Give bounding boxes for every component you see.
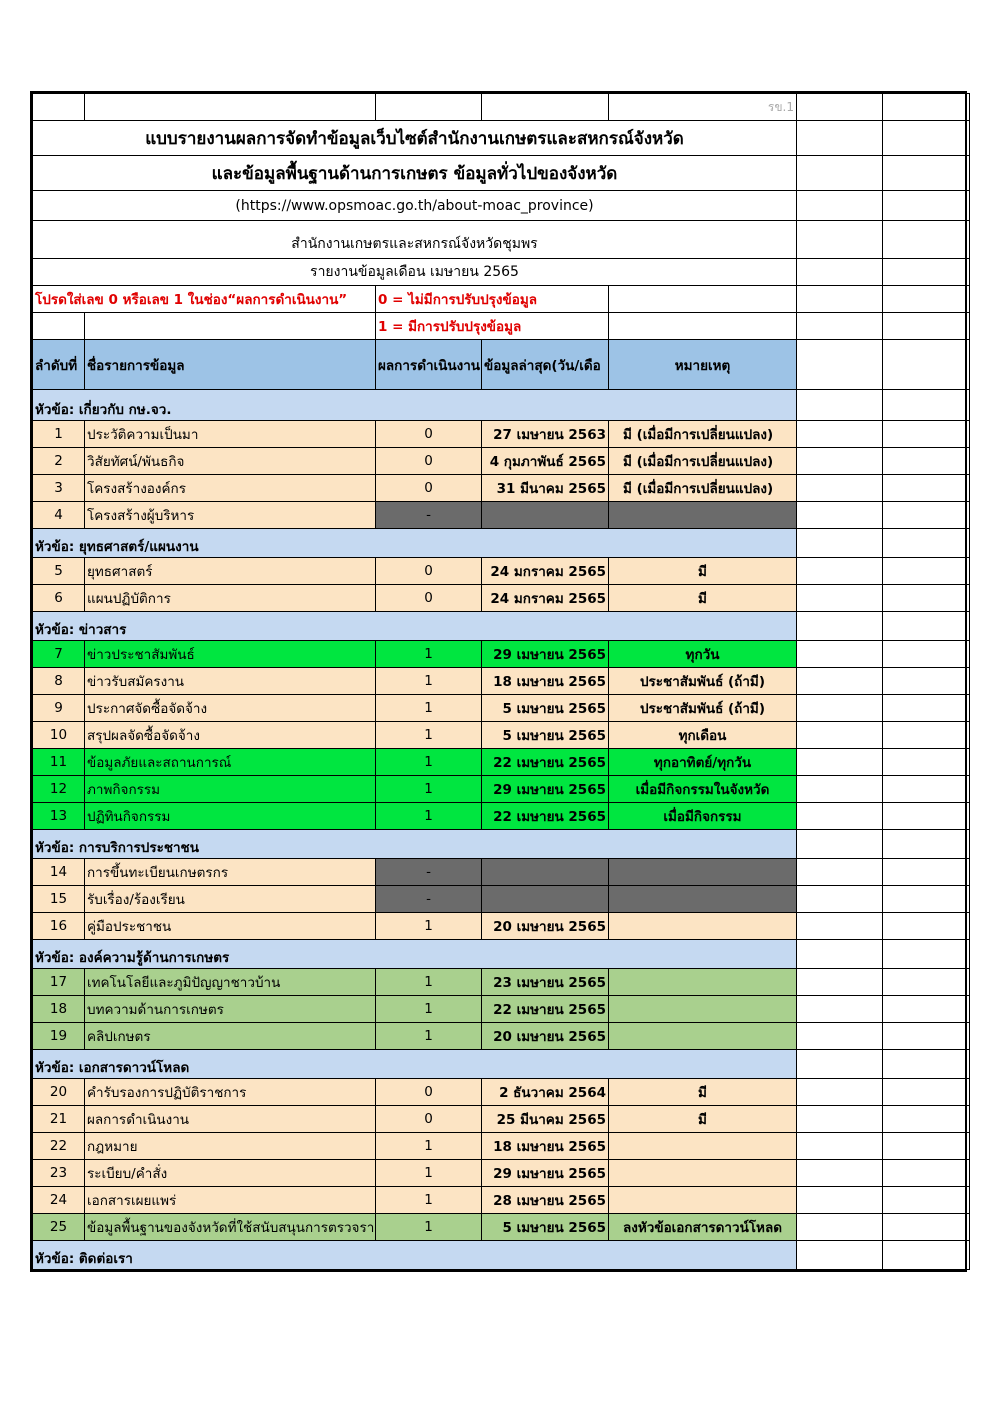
note-text: [609, 996, 797, 1023]
latest-date: 24 มกราคม 2565: [482, 558, 609, 585]
item-name: ประกาศจัดซื้อจัดจ้าง: [85, 695, 376, 722]
section-row: [33, 1241, 970, 1270]
row-number: 24: [33, 1187, 85, 1214]
item-name: คลิปเกษตร: [85, 1023, 376, 1050]
row-number: 10: [33, 722, 85, 749]
note-text: เมื่อมีกิจกรรม: [609, 803, 797, 830]
note-text: [609, 1133, 797, 1160]
office-row: [33, 221, 970, 259]
item-name: ข้อมูลพื้นฐานของจังหวัดที่ใช้สนับสนุนการตรวจรา: [85, 1214, 376, 1241]
row-number: 1: [33, 421, 85, 448]
item-name: ประวัติความเป็นมา: [85, 421, 376, 448]
row-number: 12: [33, 776, 85, 803]
note-text: มี: [609, 1106, 797, 1133]
result-value: 1: [376, 722, 482, 749]
instruction-row: [33, 286, 970, 313]
row-number: 22: [33, 1133, 85, 1160]
table-row: [33, 585, 970, 612]
row-number: 18: [33, 996, 85, 1023]
result-value: 1: [376, 969, 482, 996]
legend-row: [33, 313, 970, 340]
row-number: 21: [33, 1106, 85, 1133]
item-name: การขึ้นทะเบียนเกษตรกร: [85, 859, 376, 886]
row-number: 20: [33, 1079, 85, 1106]
table-row: [33, 913, 970, 940]
report-url: (https://www.opsmoac.go.th/about-moac_province): [33, 191, 797, 221]
note-text: ทุกเดือน: [609, 722, 797, 749]
header-no: ลำดับที่: [33, 340, 85, 390]
latest-date: 18 เมษายน 2565: [482, 668, 609, 695]
row-number: 11: [33, 749, 85, 776]
latest-date: 4 กุมภาพันธ์ 2565: [482, 448, 609, 475]
item-name: บทความด้านการเกษตร: [85, 996, 376, 1023]
item-name: ยุทธศาสตร์: [85, 558, 376, 585]
result-value: 0: [376, 558, 482, 585]
latest-date: 29 เมษายน 2565: [482, 1160, 609, 1187]
latest-date: 22 เมษายน 2565: [482, 996, 609, 1023]
note-text: มี (เมื่อมีการเปลี่ยนแปลง): [609, 448, 797, 475]
table-row: [33, 1023, 970, 1050]
item-name: กฎหมาย: [85, 1133, 376, 1160]
latest-date: [482, 859, 609, 886]
report-title-line-1: แบบรายงานผลการจัดทำข้อมูลเว็บไซต์สำนักงานเกษตรและสหกรณ์จังหวัด: [33, 121, 797, 156]
note-text: มี: [609, 1079, 797, 1106]
table-row: [33, 1214, 970, 1241]
latest-date: 24 มกราคม 2565: [482, 585, 609, 612]
latest-date: 5 เมษายน 2565: [482, 722, 609, 749]
note-text: [609, 1187, 797, 1214]
note-text: มี: [609, 585, 797, 612]
header-name: ชื่อรายการข้อมูล: [85, 340, 376, 390]
result-value: -: [376, 886, 482, 913]
note-text: [609, 859, 797, 886]
row-number: 8: [33, 668, 85, 695]
item-name: ระเบียบ/คำสั่ง: [85, 1160, 376, 1187]
section-row: [33, 390, 970, 421]
row-number: 23: [33, 1160, 85, 1187]
latest-date: 22 เมษายน 2565: [482, 749, 609, 776]
table-row: [33, 1079, 970, 1106]
item-name: ข่าวรับสมัครงาน: [85, 668, 376, 695]
title-row-1: [33, 121, 970, 156]
header-result: ผลการดำเนินงาน: [376, 340, 482, 390]
section-title: หัวข้อ: เกี่ยวกับ กษ.จว.: [33, 390, 797, 421]
note-text: [609, 969, 797, 996]
item-name: เอกสารเผยแพร่: [85, 1187, 376, 1214]
table-row: [33, 776, 970, 803]
result-value: 1: [376, 668, 482, 695]
row-number: 9: [33, 695, 85, 722]
result-value: 1: [376, 1160, 482, 1187]
latest-date: 5 เมษายน 2565: [482, 1214, 609, 1241]
section-row: [33, 1050, 970, 1079]
table-row: [33, 558, 970, 585]
row-number: 13: [33, 803, 85, 830]
result-value: 1: [376, 641, 482, 668]
section-title: หัวข้อ: องค์ความรู้ด้านการเกษตร: [33, 940, 797, 969]
item-name: โครงสร้างผู้บริหาร: [85, 502, 376, 529]
table-row: [33, 749, 970, 776]
item-name: รับเรื่อง/ร้องเรียน: [85, 886, 376, 913]
section-row: [33, 612, 970, 641]
latest-date: 5 เมษายน 2565: [482, 695, 609, 722]
table-row: [33, 1160, 970, 1187]
result-value: 1: [376, 996, 482, 1023]
row-number: 25: [33, 1214, 85, 1241]
note-text: [609, 913, 797, 940]
result-value: -: [376, 502, 482, 529]
form-code-row: [33, 94, 970, 121]
latest-date: 22 เมษายน 2565: [482, 803, 609, 830]
note-text: มี (เมื่อมีการเปลี่ยนแปลง): [609, 475, 797, 502]
note-text: [609, 1023, 797, 1050]
title-row-2: [33, 156, 970, 191]
latest-date: 20 เมษายน 2565: [482, 913, 609, 940]
header-latest: ข้อมูลล่าสุด(วัน/เดือ: [482, 340, 609, 390]
row-number: 7: [33, 641, 85, 668]
latest-date: 25 มีนาคม 2565: [482, 1106, 609, 1133]
latest-date: 27 เมษายน 2563: [482, 421, 609, 448]
report-month: รายงานข้อมูลเดือน เมษายน 2565: [33, 259, 797, 286]
note-text: มี: [609, 558, 797, 585]
item-name: คำรับรองการปฏิบัติราชการ: [85, 1079, 376, 1106]
table-row: [33, 886, 970, 913]
item-name: ข้อมูลภัยและสถานการณ์: [85, 749, 376, 776]
row-number: 14: [33, 859, 85, 886]
result-value: 0: [376, 421, 482, 448]
table-row: [33, 421, 970, 448]
month-row: [33, 259, 970, 286]
row-number: 17: [33, 969, 85, 996]
row-number: 15: [33, 886, 85, 913]
result-value: 0: [376, 448, 482, 475]
latest-date: 2 ธันวาคม 2564: [482, 1079, 609, 1106]
latest-date: [482, 502, 609, 529]
note-text: [609, 886, 797, 913]
note-text: ทุกอาทิตย์/ทุกวัน: [609, 749, 797, 776]
result-value: 0: [376, 1106, 482, 1133]
header-note: หมายเหตุ: [609, 340, 797, 390]
table-row: [33, 1187, 970, 1214]
result-value: 0: [376, 585, 482, 612]
table-row: [33, 969, 970, 996]
row-number: 5: [33, 558, 85, 585]
item-name: เทคโนโลยีและภูมิปัญญาชาวบ้าน: [85, 969, 376, 996]
note-text: ลงหัวข้อเอกสารดาวน์โหลด: [609, 1214, 797, 1241]
table-row: [33, 996, 970, 1023]
legend-one: 1 = มีการปรับปรุงข้อมูล: [376, 313, 609, 340]
latest-date: 29 เมษายน 2565: [482, 641, 609, 668]
item-name: ข่าวประชาสัมพันธ์: [85, 641, 376, 668]
latest-date: 20 เมษายน 2565: [482, 1023, 609, 1050]
table-row: [33, 695, 970, 722]
report-title-line-2: และข้อมูลพื้นฐานด้านการเกษตร ข้อมูลทั่วไปของจังหวัด: [33, 156, 797, 191]
result-value: 1: [376, 1187, 482, 1214]
table-row: [33, 803, 970, 830]
latest-date: 29 เมษายน 2565: [482, 776, 609, 803]
latest-date: 28 เมษายน 2565: [482, 1187, 609, 1214]
latest-date: 23 เมษายน 2565: [482, 969, 609, 996]
item-name: ผลการดำเนินงาน: [85, 1106, 376, 1133]
item-name: คู่มือประชาชน: [85, 913, 376, 940]
section-row: [33, 940, 970, 969]
instruction-text: โปรดใส่เลข 0 หรือเลข 1 ในช่อง“ผลการดำเนินงาน”: [33, 286, 376, 313]
result-value: 1: [376, 776, 482, 803]
result-value: 1: [376, 695, 482, 722]
latest-date: 31 มีนาคม 2565: [482, 475, 609, 502]
report-table: [32, 93, 970, 1270]
table-row: [33, 502, 970, 529]
item-name: วิสัยทัศน์/พันธกิจ: [85, 448, 376, 475]
note-text: [609, 502, 797, 529]
section-row: [33, 529, 970, 558]
item-name: สรุปผลจัดซื้อจัดจ้าง: [85, 722, 376, 749]
url-row: [33, 191, 970, 221]
section-title: หัวข้อ: ข่าวสาร: [33, 612, 797, 641]
report-sheet: [30, 91, 967, 1272]
section-title: หัวข้อ: เอกสารดาวน์โหลด: [33, 1050, 797, 1079]
table-row: [33, 448, 970, 475]
row-number: 6: [33, 585, 85, 612]
item-name: ปฏิทินกิจกรรม: [85, 803, 376, 830]
row-number: 19: [33, 1023, 85, 1050]
section-title: หัวข้อ: การบริการประชาชน: [33, 830, 797, 859]
result-value: 0: [376, 1079, 482, 1106]
note-text: ประชาสัมพันธ์ (ถ้ามี): [609, 668, 797, 695]
row-number: 16: [33, 913, 85, 940]
item-name: ภาพกิจกรรม: [85, 776, 376, 803]
result-value: 1: [376, 749, 482, 776]
result-value: 1: [376, 1023, 482, 1050]
note-text: มี (เมื่อมีการเปลี่ยนแปลง): [609, 421, 797, 448]
item-name: โครงสร้างองค์กร: [85, 475, 376, 502]
table-row: [33, 641, 970, 668]
result-value: -: [376, 859, 482, 886]
table-row: [33, 475, 970, 502]
header-row: [33, 340, 970, 390]
latest-date: 18 เมษายน 2565: [482, 1133, 609, 1160]
row-number: 4: [33, 502, 85, 529]
table-row: [33, 1133, 970, 1160]
legend-zero: 0 = ไม่มีการปรับปรุงข้อมูล: [376, 286, 609, 313]
section-row: [33, 830, 970, 859]
note-text: เมื่อมีกิจกรรมในจังหวัด: [609, 776, 797, 803]
row-number: 2: [33, 448, 85, 475]
section-title: หัวข้อ: ยุทธศาสตร์/แผนงาน: [33, 529, 797, 558]
result-value: 1: [376, 1133, 482, 1160]
result-value: 0: [376, 475, 482, 502]
latest-date: [482, 886, 609, 913]
form-code: รข.1: [609, 94, 797, 121]
item-name: แผนปฏิบัติการ: [85, 585, 376, 612]
table-row: [33, 1106, 970, 1133]
note-text: ประชาสัมพันธ์ (ถ้ามี): [609, 695, 797, 722]
result-value: 1: [376, 803, 482, 830]
note-text: ทุกวัน: [609, 641, 797, 668]
result-value: 1: [376, 913, 482, 940]
table-row: [33, 668, 970, 695]
table-row: [33, 859, 970, 886]
section-title: หัวข้อ: ติดต่อเรา: [33, 1241, 797, 1270]
note-text: [609, 1160, 797, 1187]
table-row: [33, 722, 970, 749]
office-name: สำนักงานเกษตรและสหกรณ์จังหวัดชุมพร: [33, 221, 797, 259]
row-number: 3: [33, 475, 85, 502]
result-value: 1: [376, 1214, 482, 1241]
